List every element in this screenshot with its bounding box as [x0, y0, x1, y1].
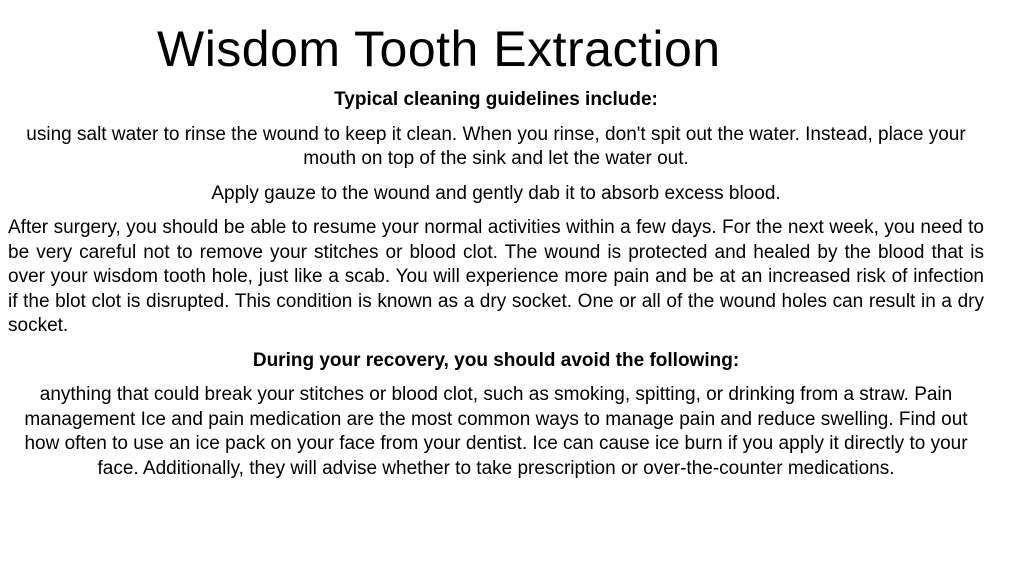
- section-heading-recovery: During your recovery, you should avoid the following:: [252, 349, 740, 371]
- paragraph-salt-water: using salt water to rinse the wound to keep it clean. When you rinse, don't spit out the water. Instead, place your mouth on top of the sink and let the water out.: [26, 123, 966, 169]
- slide-title: Wisdom Tooth Extraction: [157, 21, 721, 77]
- paragraph-gauze: Apply gauze to the wound and gently dab it to absorb excess blood.: [211, 182, 781, 204]
- paragraph-after-surgery: After surgery, you should be able to resume your normal activities within a few days. For the next week, you need to be very careful not to remove your stitches or blood clot. The wound is protected and healed by the blood that is over your wisdom tooth hole, just like a scab. You will experience more pain and be at an increased risk of infection if the blot clot is disrupted. This condition is known as a dry socket. One or all of the wound holes can result in a dry socket.: [8, 217, 984, 336]
- paragraph-avoid: anything that could break your stitches or blood clot, such as smoking, spitting, or drinking from a straw. Pain management Ice and pain medication are the most common ways to manage pain and reduce swelling. Find out how often to use an ice pack on your face from your dentist. Ice can cause ice burn if you apply it directly to your face. Additionally, they will advise whether to take prescription or over-the-counter medications.: [24, 384, 968, 479]
- section-heading-cleaning: Typical cleaning guidelines include:: [334, 89, 658, 110]
- slide-body: [8, 88, 984, 491]
